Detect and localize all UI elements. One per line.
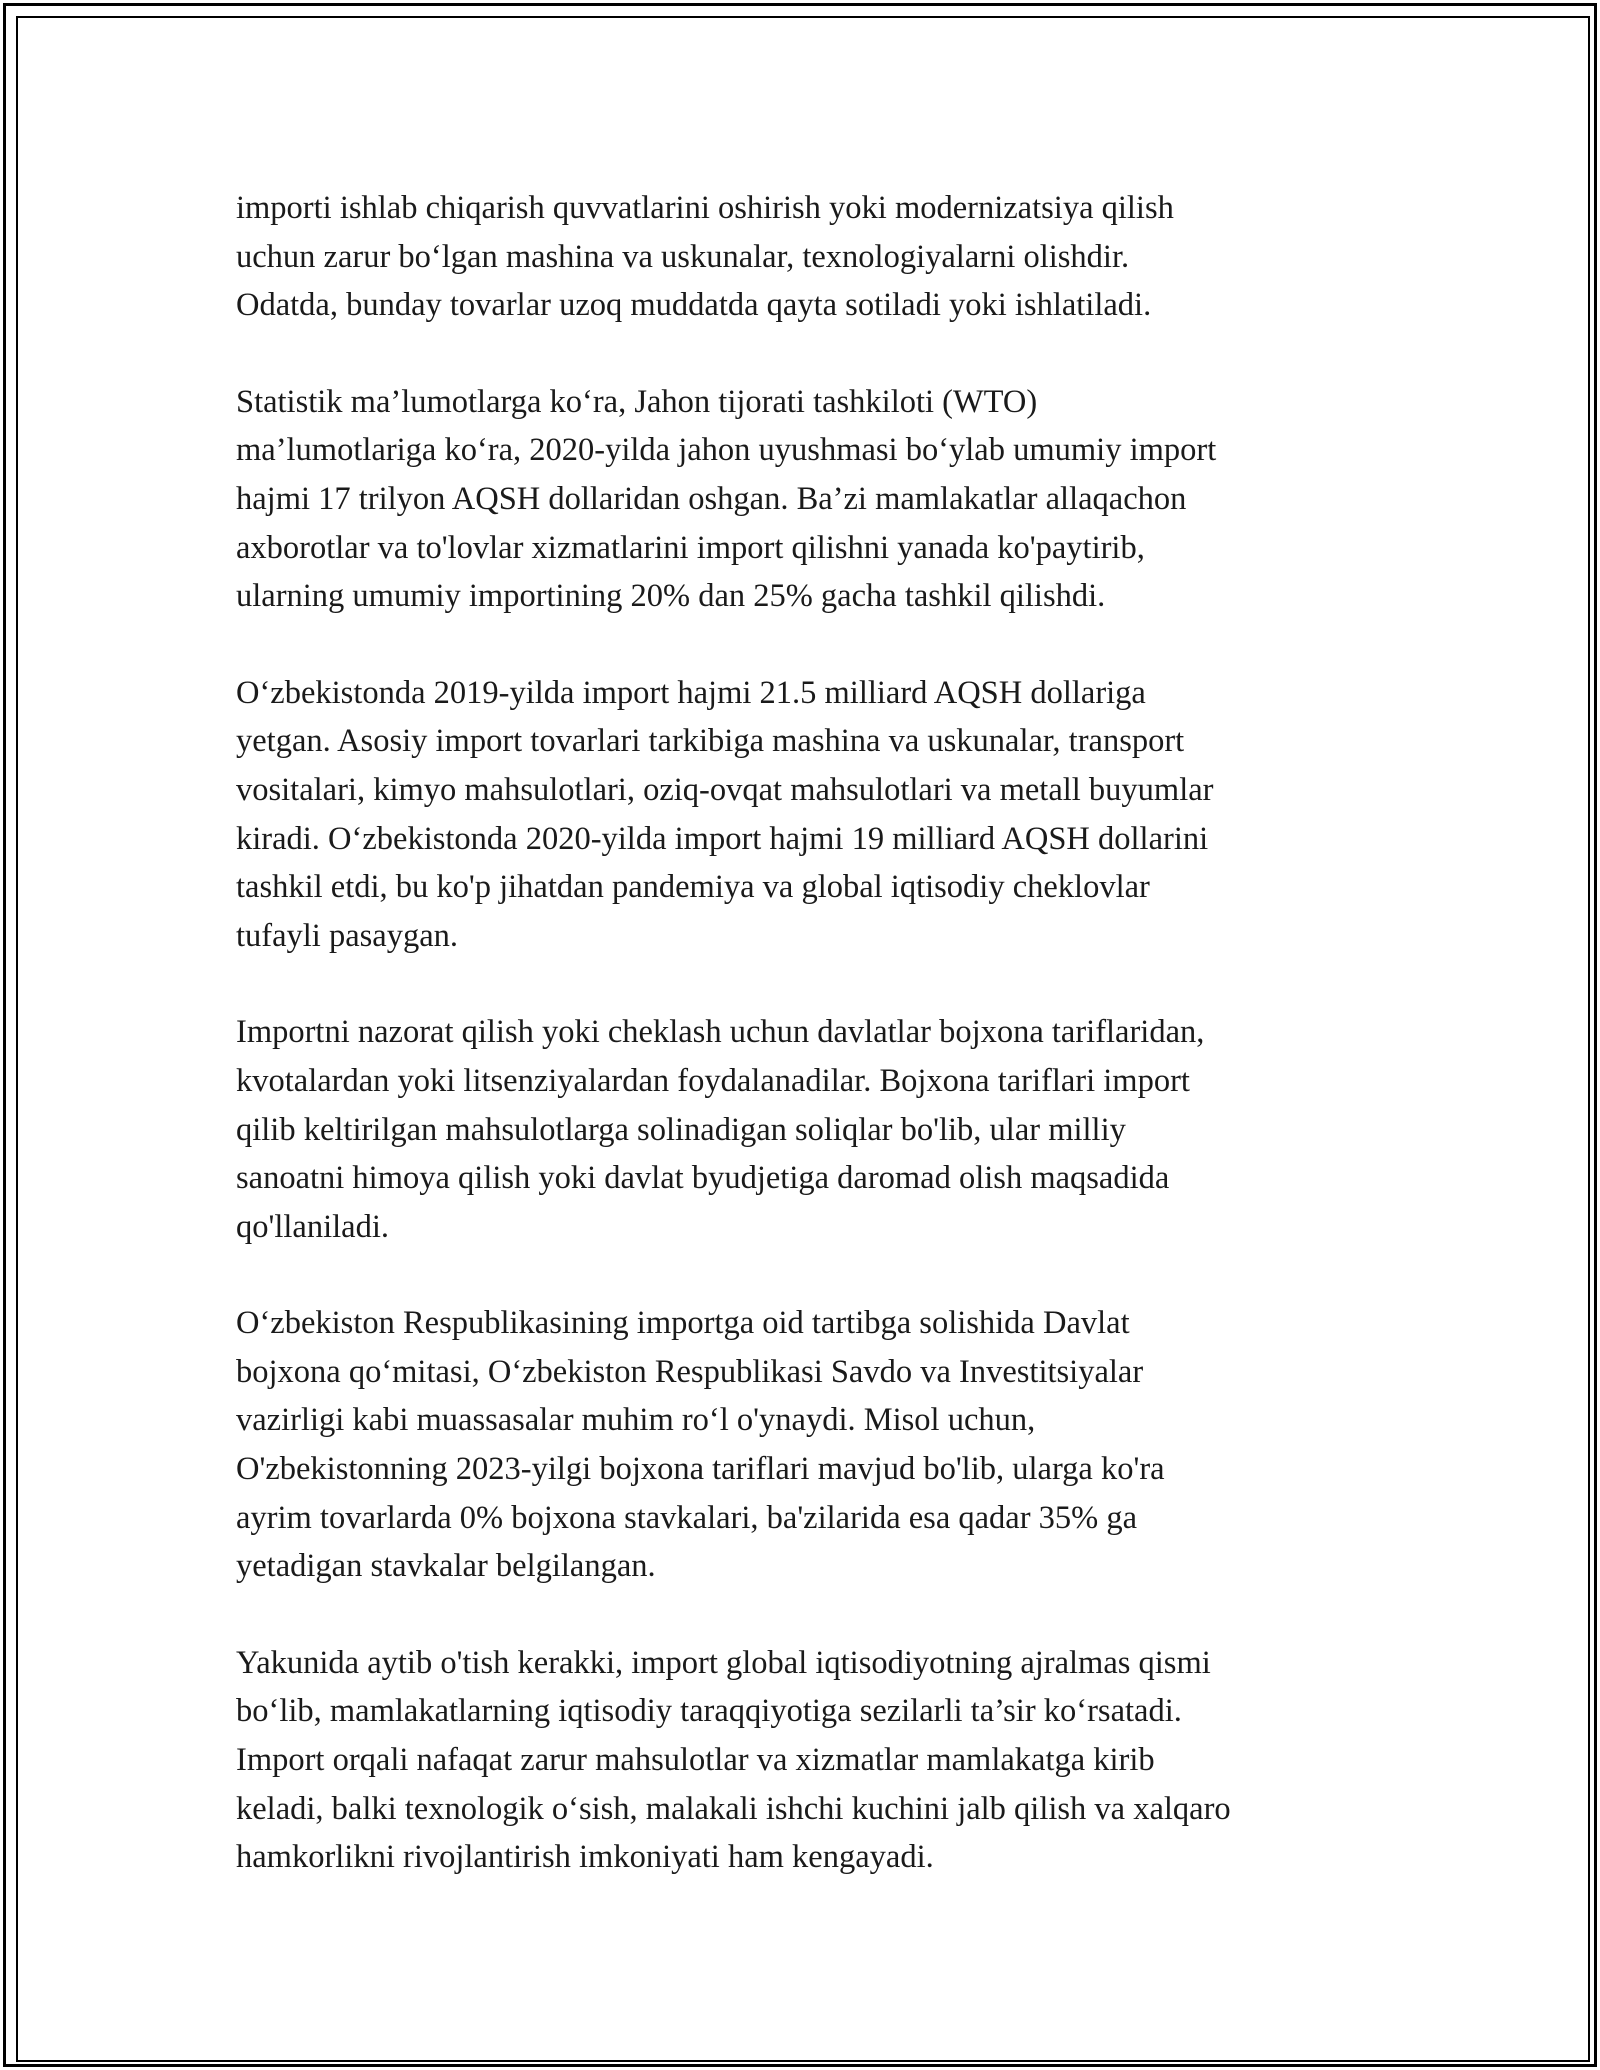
paragraph-1: importi ishlab chiqarish quvvatlarini oshirish yoki modernizatsiya qilish uchun zarur bo‘lgan mashina va uskunalar, texnologiyalarni olishdir. Odatda, bunday tovarlar uzoq muddatda qayta sotiladi yoki ishlatiladi. [236, 190, 1174, 324]
paragraph-5: O‘zbekiston Respublikasining importga oid tartibga solishida Davlat bojxona qo‘mitasi, O‘zbekiston Respublikasi Savdo va Investitsiyalar vazirligi kabi muassasalar muhim ro‘l o'ynaydi. Misol uchun, O'zbekistonning 2023-yilgi bojxona tariflari mavjud bo'lib, ularga ko'ra ayrim tovarlarda 0% bojxona stavkalari, ba'zilarida esa qadar 35% ga yetadigan stavkalar belgilangan. [236, 1305, 1165, 1585]
paragraph-4: Importni nazorat qilish yoki cheklash uchun davlatlar bojxona tariflaridan, kvotalardan yoki litsenziyalardan foydalanadilar. Bojxona tariflari import qilib keltirilgan mahsulotlarga solinadigan soliqlar bo'lib, ular milliy sanoatni himoya qilish yoki davlat byudjetiga daromad olish maqsadida qo'llaniladi. [236, 1014, 1205, 1245]
document-body [236, 184, 1376, 1882]
paragraph-2: Statistik ma’lumotlarga ko‘ra, Jahon tijorati tashkiloti (WTO) ma’lumotlariga ko‘ra, 2020-yilda jahon uyushmasi bo‘ylab umumiy import hajmi 17 trilyon AQSH dollaridan oshgan. Ba’zi mamlakatlar allaqachon axborotlar va to'lovlar xizmatlarini import qilishni yanada ko'paytirib, ularning umumiy importining 20% dan 25% gacha tashkil qilishdi. [236, 383, 1217, 615]
paragraph-3: O‘zbekistonda 2019-yilda import hajmi 21.5 milliard AQSH dollariga yetgan. Asosiy import tovarlari tarkibiga mashina va uskunalar, transport vositalari, kimyo mahsulotlari, oziq-ovqat mahsulotlari va metall buyumlar kiradi. O‘zbekistonda 2020-yilda import hajmi 19 milliard AQSH dollarini tashkil etdi, bu ko'p jihatdan pandemiya va global iqtisodiy cheklovlar tufayli pasaygan. [236, 674, 1214, 954]
paragraph-6: Yakunida aytib o'tish kerakki, import global iqtisodiyotning ajralmas qismi bo‘lib, mamlakatlarning iqtisodiy taraqqiyotiga sezilarli ta’sir ko‘rsatadi. Import orqali nafaqat zarur mahsulotlar va xizmatlar mamlakatga kirib keladi, balki texnologik o‘sish, malakali ishchi kuchini jalb qilish va xalqaro hamkorlikni rivojlantirish imkoniyati ham kengayadi. [236, 1644, 1231, 1876]
